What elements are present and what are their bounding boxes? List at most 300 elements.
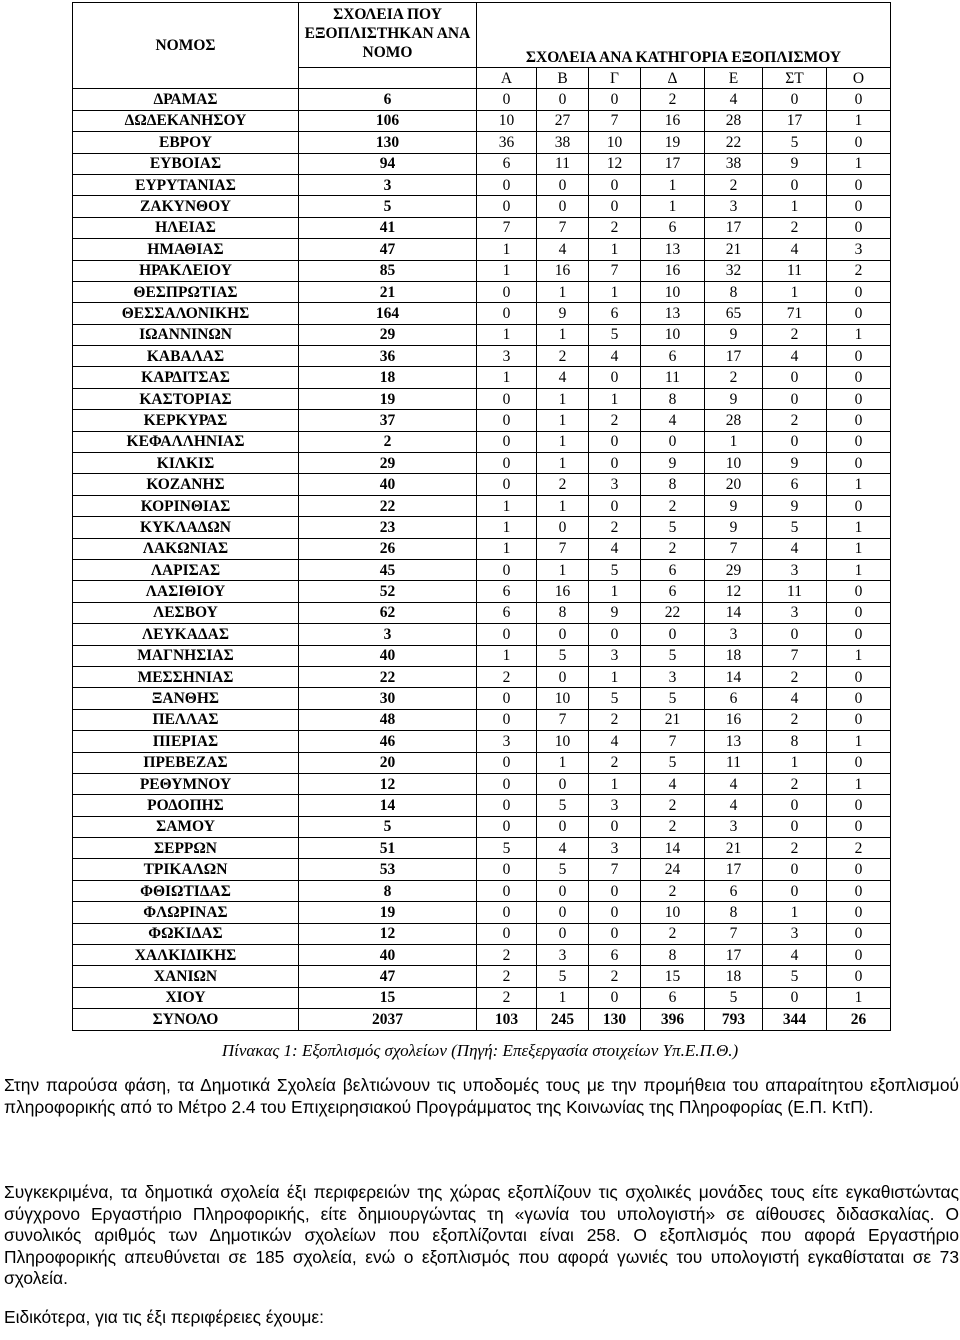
cell-category-value: 2 (477, 945, 537, 966)
cell-category-value: 4 (705, 89, 763, 110)
table-row (73, 838, 891, 859)
cell-nomos: ΛΑΡΙΣΑΣ (73, 559, 299, 580)
cell-nomos: ΔΩΔΕΚΑΝΗΣΟΥ (73, 110, 299, 131)
cell-total: 22 (299, 495, 477, 516)
cell-nomos: ΔΡΑΜΑΣ (73, 89, 299, 110)
cell-category-value: 2 (705, 174, 763, 195)
cell-category-value: 16 (641, 260, 705, 281)
cell-category-value: 1 (477, 324, 537, 345)
cell-category-value: 0 (763, 624, 827, 645)
cell-category-value: 0 (763, 859, 827, 880)
cell-category-value: 5 (537, 795, 589, 816)
table-row (73, 260, 891, 281)
cell-total: 15 (299, 987, 477, 1008)
cell-total: 51 (299, 838, 477, 859)
cell-category-value: 7 (537, 709, 589, 730)
cell-category-value: 0 (763, 388, 827, 409)
cell-category-value: 1 (641, 174, 705, 195)
cell-category-value: 5 (763, 966, 827, 987)
cell-nomos: ΚΙΛΚΙΣ (73, 453, 299, 474)
cell-total: 30 (299, 688, 477, 709)
cell-total: 26 (299, 538, 477, 559)
cell-category-value: 344 (763, 1009, 827, 1030)
cell-category-value: 29 (705, 559, 763, 580)
cell-category-value: 3 (589, 838, 641, 859)
cell-category-value: 1 (477, 367, 537, 388)
table-row (73, 945, 891, 966)
cell-category-value: 21 (705, 838, 763, 859)
cell-category-value: 22 (641, 602, 705, 623)
cell-total: 22 (299, 666, 477, 687)
cell-category-value: 1 (589, 773, 641, 794)
cell-category-value: 0 (827, 453, 891, 474)
cell-category-value: 21 (641, 709, 705, 730)
cell-category-value: 0 (537, 196, 589, 217)
cell-category-value: 0 (537, 517, 589, 538)
cell-category-value: 4 (589, 731, 641, 752)
table-row (73, 324, 891, 345)
cell-category-value: 17 (705, 346, 763, 367)
cell-category-value: 2 (537, 346, 589, 367)
cell-category-value: 0 (827, 902, 891, 923)
cell-total: 40 (299, 945, 477, 966)
table-row (73, 752, 891, 773)
cell-category-value: 0 (827, 132, 891, 153)
cell-category-value: 3 (705, 196, 763, 217)
cell-category-value: 17 (641, 153, 705, 174)
table-row (73, 731, 891, 752)
cell-category-value: 1 (589, 666, 641, 687)
cell-category-value: 0 (827, 923, 891, 944)
cell-category-value: 1 (537, 388, 589, 409)
cell-category-value: 396 (641, 1009, 705, 1030)
cell-category-value: 1 (477, 239, 537, 260)
cell-total: 62 (299, 602, 477, 623)
cell-category-value: 0 (537, 666, 589, 687)
cell-category-value: 14 (705, 666, 763, 687)
cell-category-value: 14 (705, 602, 763, 623)
cell-total: 2037 (299, 1009, 477, 1030)
table-row (73, 581, 891, 602)
cell-category-value: 2 (641, 795, 705, 816)
table-row (73, 923, 891, 944)
cell-category-value: 8 (641, 474, 705, 495)
cell-category-value: 0 (827, 174, 891, 195)
cell-category-value: 0 (477, 773, 537, 794)
table-row (73, 538, 891, 559)
cell-category-value: 6 (705, 688, 763, 709)
cell-category-value: 20 (705, 474, 763, 495)
cell-total: 18 (299, 367, 477, 388)
cell-category-value: 0 (589, 987, 641, 1008)
cell-category-value: 1 (827, 645, 891, 666)
cell-category-value: 13 (641, 239, 705, 260)
cell-nomos: ΚΑΒΑΛΑΣ (73, 346, 299, 367)
cell-category-value: 5 (641, 517, 705, 538)
cell-category-value: 0 (827, 217, 891, 238)
cell-category-value: 1 (537, 410, 589, 431)
cell-total: 19 (299, 902, 477, 923)
cell-nomos: ΗΜΑΘΙΑΣ (73, 239, 299, 260)
cell-nomos: ΧΑΝΙΩΝ (73, 966, 299, 987)
cell-category-value: 1 (477, 538, 537, 559)
cell-category-value: 1 (589, 239, 641, 260)
cell-total: 5 (299, 816, 477, 837)
cell-category-value: 1 (827, 110, 891, 131)
cell-category-value: 0 (537, 624, 589, 645)
cell-category-value: 71 (763, 303, 827, 324)
cell-category-value: 9 (763, 153, 827, 174)
cell-category-value: 1 (827, 153, 891, 174)
cell-category-value: 2 (827, 838, 891, 859)
cell-category-value: 0 (827, 431, 891, 452)
paragraph-3: Ειδικότερα, για τις έξι περιφέρειες έχουμε: (4, 1307, 324, 1327)
cell-total: 3 (299, 174, 477, 195)
cell-category-value: 9 (705, 388, 763, 409)
cell-category-value: 6 (589, 945, 641, 966)
cell-category-value: 0 (827, 303, 891, 324)
cell-category-value: 4 (537, 367, 589, 388)
cell-category-value: 2 (763, 773, 827, 794)
cell-category-value: 3 (705, 624, 763, 645)
cell-category-value: 1 (763, 752, 827, 773)
cell-category-value: 0 (477, 474, 537, 495)
cell-category-value: 9 (537, 303, 589, 324)
cell-category-value: 7 (589, 859, 641, 880)
cell-category-value: 27 (537, 110, 589, 131)
cell-category-value: 16 (537, 260, 589, 281)
cell-category-value: 7 (589, 110, 641, 131)
cell-total: 14 (299, 795, 477, 816)
cell-category-value: 5 (589, 688, 641, 709)
cell-category-value: 8 (537, 602, 589, 623)
cell-total: 12 (299, 773, 477, 794)
cell-category-value: 1 (763, 281, 827, 302)
cell-nomos: ΚΕΦΑΛΛΗΝΙΑΣ (73, 431, 299, 452)
cell-category-value: 1 (827, 773, 891, 794)
cell-category-value: 2 (589, 217, 641, 238)
cell-category-value: 2 (641, 89, 705, 110)
cell-category-value: 2 (763, 666, 827, 687)
cell-category-value: 9 (763, 495, 827, 516)
cell-category-value: 0 (477, 752, 537, 773)
cell-category-value: 3 (589, 474, 641, 495)
cell-category-value: 1 (477, 517, 537, 538)
cell-category-value: 0 (641, 624, 705, 645)
table-row (73, 966, 891, 987)
cell-category-value: 0 (477, 89, 537, 110)
cell-category-value: 0 (763, 880, 827, 901)
cell-category-value: 0 (827, 581, 891, 602)
header-category: Α (477, 68, 537, 89)
cell-total: 36 (299, 346, 477, 367)
table-row (73, 410, 891, 431)
cell-category-value: 7 (537, 538, 589, 559)
cell-nomos: ΡΟΔΟΠΗΣ (73, 795, 299, 816)
cell-total: 29 (299, 453, 477, 474)
cell-category-value: 0 (477, 174, 537, 195)
cell-nomos: ΠΡΕΒΕΖΑΣ (73, 752, 299, 773)
cell-category-value: 0 (763, 174, 827, 195)
header-category: ΣΤ (763, 68, 827, 89)
cell-category-value: 0 (589, 923, 641, 944)
cell-category-value: 0 (827, 709, 891, 730)
cell-nomos: ΚΑΡΔΙΤΣΑΣ (73, 367, 299, 388)
cell-total: 21 (299, 281, 477, 302)
cell-category-value: 2 (827, 260, 891, 281)
cell-nomos: ΕΒΡΟΥ (73, 132, 299, 153)
cell-category-value: 6 (477, 153, 537, 174)
cell-category-value: 3 (763, 559, 827, 580)
cell-total: 20 (299, 752, 477, 773)
cell-category-value: 6 (477, 602, 537, 623)
cell-total: 52 (299, 581, 477, 602)
table-row (73, 816, 891, 837)
cell-category-value: 5 (641, 688, 705, 709)
cell-category-value: 1 (537, 495, 589, 516)
cell-category-value: 1 (705, 431, 763, 452)
cell-category-value: 10 (477, 110, 537, 131)
cell-total: 40 (299, 645, 477, 666)
cell-category-value: 0 (827, 666, 891, 687)
cell-total: 12 (299, 923, 477, 944)
cell-category-value: 0 (763, 89, 827, 110)
header-schools: ΣΧΟΛΕΙΑ ΠΟΥ ΕΞΟΠΛΙΣΤΗΚΑΝ ΑΝΑ ΝΟΜΟ (299, 3, 477, 68)
cell-category-value: 5 (589, 324, 641, 345)
cell-category-value: 1 (589, 388, 641, 409)
cell-total: 41 (299, 217, 477, 238)
cell-category-value: 0 (763, 795, 827, 816)
cell-category-value: 65 (705, 303, 763, 324)
cell-total: 53 (299, 859, 477, 880)
cell-category-value: 7 (537, 217, 589, 238)
cell-nomos: ΚΕΡΚΥΡΑΣ (73, 410, 299, 431)
cell-category-value: 17 (705, 217, 763, 238)
cell-category-value: 2 (477, 987, 537, 1008)
cell-category-value: 0 (537, 880, 589, 901)
cell-category-value: 10 (641, 902, 705, 923)
cell-category-value: 4 (705, 795, 763, 816)
cell-nomos: ΞΑΝΘΗΣ (73, 688, 299, 709)
cell-category-value: 28 (705, 110, 763, 131)
cell-category-value: 9 (705, 324, 763, 345)
cell-category-value: 0 (477, 453, 537, 474)
cell-nomos: ΛΑΣΙΘΙΟΥ (73, 581, 299, 602)
cell-category-value: 1 (827, 559, 891, 580)
cell-category-value: 1 (477, 495, 537, 516)
cell-category-value: 1 (827, 538, 891, 559)
cell-total: 2 (299, 431, 477, 452)
cell-category-value: 3 (589, 645, 641, 666)
cell-category-value: 8 (763, 731, 827, 752)
cell-nomos: ΘΕΣΠΡΩΤΙΑΣ (73, 281, 299, 302)
cell-total: 37 (299, 410, 477, 431)
table-row (73, 346, 891, 367)
cell-category-value: 4 (763, 688, 827, 709)
cell-category-value: 6 (641, 346, 705, 367)
cell-category-value: 0 (589, 196, 641, 217)
cell-category-value: 38 (537, 132, 589, 153)
cell-category-value: 0 (477, 410, 537, 431)
table-row (73, 217, 891, 238)
cell-total: 47 (299, 239, 477, 260)
cell-category-value: 0 (827, 196, 891, 217)
cell-category-value: 0 (827, 688, 891, 709)
cell-category-value: 9 (763, 453, 827, 474)
table-row (73, 624, 891, 645)
cell-category-value: 0 (827, 816, 891, 837)
cell-category-value: 130 (589, 1009, 641, 1030)
cell-category-value: 5 (763, 132, 827, 153)
cell-category-value: 0 (827, 89, 891, 110)
cell-category-value: 0 (827, 410, 891, 431)
header-category: Ο (827, 68, 891, 89)
header-categories-title: ΣΧΟΛΕΙΑ ΑΝΑ ΚΑΤΗΓΟΡΙΑ ΕΞΟΠΛΙΣΜΟΥ (477, 3, 891, 68)
cell-category-value: 3 (705, 816, 763, 837)
cell-category-value: 11 (641, 367, 705, 388)
cell-category-value: 10 (589, 132, 641, 153)
cell-category-value: 0 (827, 859, 891, 880)
paragraph-1: Στην παρούσα φάση, τα Δημοτικά Σχολεία βελτιώνουν τις υποδομές τους με την προμήθεια του απαραίτητου εξοπλισμού πληροφορικής από το Μέτρο 2.4 του Επιχειρησιακού Προγράμματος της Κοινωνίας της Πληροφορίας (Ε.Π. ΚτΠ). (4, 1075, 959, 1117)
cell-category-value: 18 (705, 645, 763, 666)
cell-category-value: 0 (827, 602, 891, 623)
table-row (73, 239, 891, 260)
cell-category-value: 0 (537, 816, 589, 837)
cell-category-value: 2 (705, 367, 763, 388)
cell-category-value: 2 (589, 752, 641, 773)
cell-category-value: 4 (763, 945, 827, 966)
cell-category-value: 9 (641, 453, 705, 474)
cell-category-value: 3 (589, 795, 641, 816)
cell-category-value: 2 (537, 474, 589, 495)
table-row (73, 132, 891, 153)
table-row (73, 559, 891, 580)
cell-category-value: 3 (537, 945, 589, 966)
cell-category-value: 0 (763, 431, 827, 452)
cell-nomos: ΚΟΡΙΝΘΙΑΣ (73, 495, 299, 516)
cell-category-value: 12 (705, 581, 763, 602)
table-row (73, 645, 891, 666)
header-category: Β (537, 68, 589, 89)
cell-category-value: 245 (537, 1009, 589, 1030)
cell-total: 94 (299, 153, 477, 174)
cell-category-value: 1 (641, 196, 705, 217)
cell-category-value: 2 (641, 495, 705, 516)
header-category: Δ (641, 68, 705, 89)
cell-category-value: 10 (537, 731, 589, 752)
cell-category-value: 7 (477, 217, 537, 238)
cell-category-value: 0 (589, 902, 641, 923)
cell-nomos: ΛΕΣΒΟΥ (73, 602, 299, 623)
cell-nomos: ΕΥΒΟΙΑΣ (73, 153, 299, 174)
cell-category-value: 3 (477, 731, 537, 752)
cell-total: 40 (299, 474, 477, 495)
cell-category-value: 8 (705, 281, 763, 302)
cell-category-value: 0 (641, 431, 705, 452)
schools-equipment-table (72, 2, 891, 1031)
cell-category-value: 1 (827, 731, 891, 752)
cell-category-value: 11 (763, 260, 827, 281)
cell-nomos: ΛΕΥΚΑΔΑΣ (73, 624, 299, 645)
table-row (73, 303, 891, 324)
cell-category-value: 0 (827, 966, 891, 987)
table-row (73, 453, 891, 474)
cell-category-value: 0 (477, 559, 537, 580)
cell-category-value: 0 (477, 281, 537, 302)
cell-category-value: 0 (827, 795, 891, 816)
cell-category-value: 8 (641, 945, 705, 966)
cell-category-value: 4 (589, 346, 641, 367)
cell-category-value: 0 (477, 859, 537, 880)
cell-category-value: 0 (477, 709, 537, 730)
cell-category-value: 0 (477, 303, 537, 324)
cell-category-value: 2 (641, 816, 705, 837)
table-row (73, 431, 891, 452)
cell-nomos: ΧΙΟΥ (73, 987, 299, 1008)
table-row (73, 987, 891, 1008)
cell-category-value: 0 (589, 816, 641, 837)
cell-category-value: 2 (589, 517, 641, 538)
cell-category-value: 1 (827, 324, 891, 345)
cell-category-value: 6 (641, 581, 705, 602)
cell-category-value: 7 (589, 260, 641, 281)
cell-category-value: 0 (589, 367, 641, 388)
cell-category-value: 15 (641, 966, 705, 987)
cell-category-value: 0 (477, 196, 537, 217)
cell-category-value: 0 (537, 902, 589, 923)
cell-category-value: 7 (705, 923, 763, 944)
cell-category-value: 0 (589, 89, 641, 110)
cell-category-value: 2 (589, 966, 641, 987)
cell-category-value: 4 (537, 838, 589, 859)
cell-category-value: 2 (763, 217, 827, 238)
cell-category-value: 1 (537, 752, 589, 773)
cell-total: 45 (299, 559, 477, 580)
cell-category-value: 9 (705, 517, 763, 538)
cell-category-value: 12 (589, 153, 641, 174)
cell-category-value: 0 (827, 880, 891, 901)
header-nomos: ΝΟΜΟΣ (73, 3, 299, 89)
cell-total: 29 (299, 324, 477, 345)
cell-nomos: ΜΑΓΝΗΣΙΑΣ (73, 645, 299, 666)
cell-category-value: 3 (641, 666, 705, 687)
cell-category-value: 17 (763, 110, 827, 131)
cell-category-value: 0 (827, 495, 891, 516)
table-row (73, 474, 891, 495)
cell-category-value: 24 (641, 859, 705, 880)
cell-category-value: 1 (589, 281, 641, 302)
cell-category-value: 0 (827, 281, 891, 302)
cell-category-value: 3 (763, 923, 827, 944)
cell-category-value: 3 (827, 239, 891, 260)
cell-nomos: ΣΕΡΡΩΝ (73, 838, 299, 859)
cell-category-value: 6 (705, 880, 763, 901)
header-schools-blank (299, 68, 477, 89)
cell-category-value: 0 (589, 880, 641, 901)
cell-category-value: 1 (589, 581, 641, 602)
cell-category-value: 0 (477, 816, 537, 837)
table-row (73, 688, 891, 709)
cell-total: 19 (299, 388, 477, 409)
cell-category-value: 0 (589, 495, 641, 516)
cell-category-value: 0 (477, 880, 537, 901)
cell-category-value: 0 (827, 945, 891, 966)
cell-nomos: ΚΑΣΤΟΡΙΑΣ (73, 388, 299, 409)
cell-category-value: 4 (763, 538, 827, 559)
cell-category-value: 32 (705, 260, 763, 281)
cell-category-value: 5 (589, 559, 641, 580)
cell-category-value: 1 (537, 431, 589, 452)
